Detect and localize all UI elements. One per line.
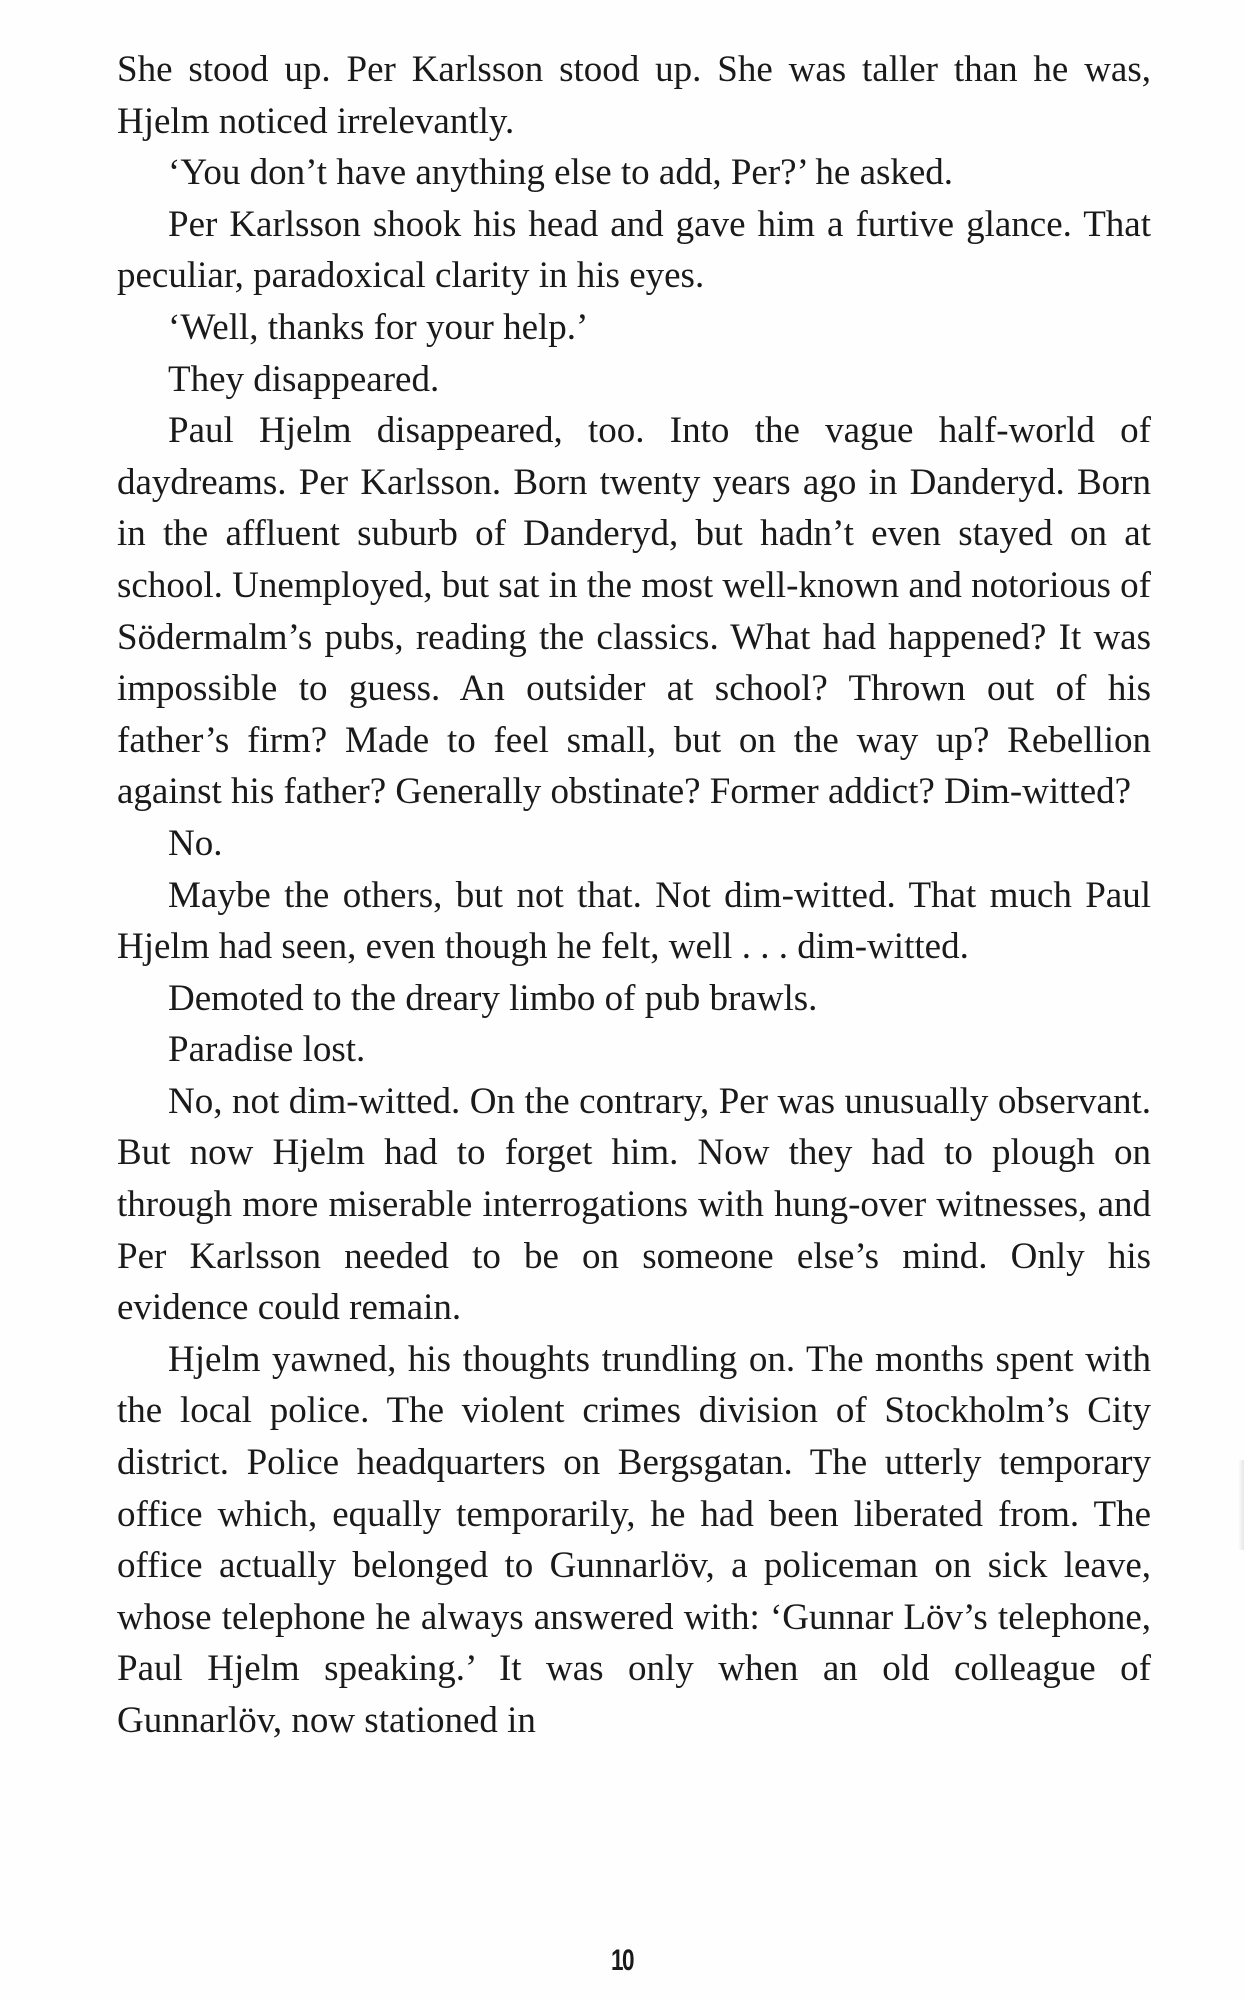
paragraph-1: She stood up. Per Karlsson stood up. She was taller than he was, Hjelm noticed irrelevantly. [117,49,1151,142]
paragraph-6: Paul Hjelm disappeared, too. Into the vague half-world of daydreams. Per Karlsson. Born twenty years ago in Danderyd. Born in the affluent suburb of Danderyd, but hadn’t even stayed on at school. Unemployed, but sat in the most well-known and notorious of Södermalm’s pubs, reading the classics. What had happened? It was impossible to guess. An outsider at school? Thrown out of his father’s firm? Made to feel small, but on the way up? Rebellion against his father? Generally obstinate? Former addict? Dim-witted? [117,410,1151,813]
paragraph-10: Paradise lost. [168,1029,366,1071]
paragraph-8: Maybe the others, but not that. Not dim-witted. That much Paul Hjelm had seen, even though he felt, well . . . dim-witted. [117,874,1151,968]
paragraph-11: No, not dim-witted. On the contrary, Per was unusually observant. But now Hjelm had to forget him. Now they had to plough on through more miserable interrogations with hung-over witnesses, and Per Karlsson needed to be on someone else’s mind. Only his evidence could remain. [117,1080,1151,1329]
page-edge-shadow [1238,1460,1244,1550]
paragraph-2: ‘You don’t have anything else to add, Per?’ he asked. [168,152,954,194]
page-number: 10 [610,1944,634,1977]
paragraph-4: ‘Well, thanks for your help.’ [168,306,589,348]
paragraph-5: They disappeared. [168,358,440,400]
paragraph-9: Demoted to the dreary limbo of pub brawls. [168,977,818,1019]
paragraph-12: Hjelm yawned, his thoughts trundling on. The months spent with the local police. The violent crimes division of Stockholm’s City district. Police headquarters on Bergsgatan. The utterly temporary office which, equally temporarily, he had been liberated from. The office actually belonged to Gunnarlöv, a policeman on sick leave, whose telephone he always answered with: ‘Gunnar Löv’s telephone, Paul Hjelm speaking.’ It was only when an old colleague of Gunnarlöv, now stationed in [117,1338,1151,1741]
body-text [117,44,1151,1747]
paragraph-7: No. [168,822,223,864]
paragraph-3: Per Karlsson shook his head and gave him a furtive glance. That peculiar, paradoxical clarity in his eyes. [117,203,1151,297]
